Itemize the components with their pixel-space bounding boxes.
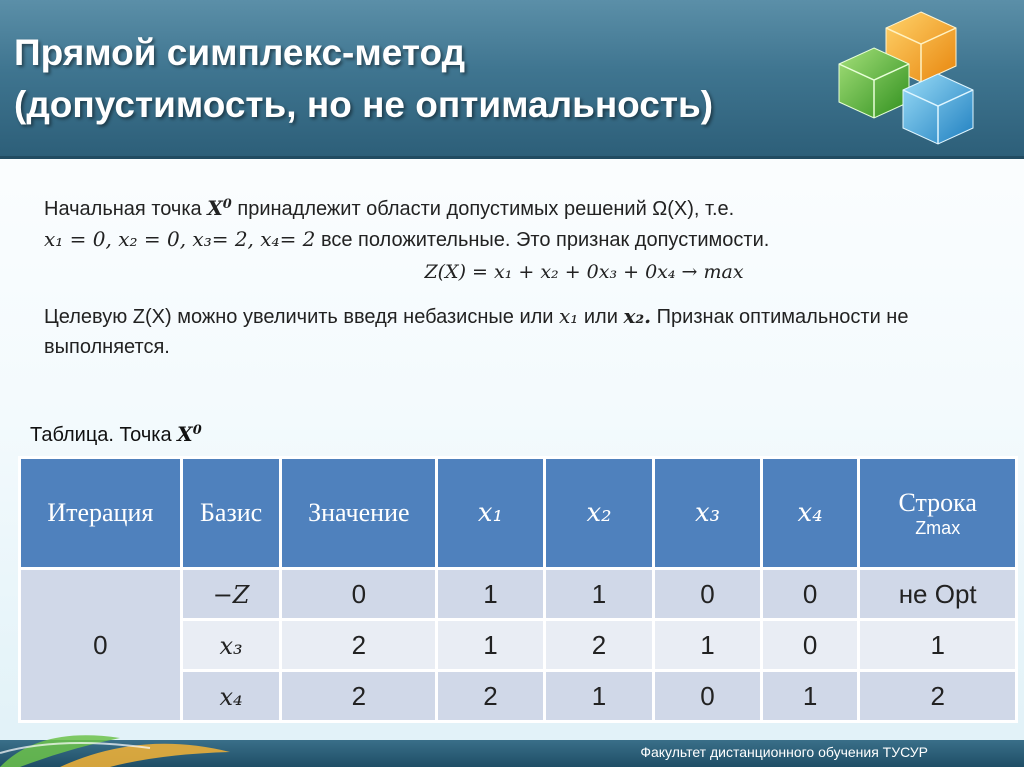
table-caption: Таблица. Точка $X^0$ — [30, 422, 202, 446]
var-x2: x₂. — [623, 304, 652, 329]
var-x1: x₁ — [559, 304, 579, 329]
x2-cell: 2 — [544, 620, 654, 671]
x4-cell: 0 — [761, 569, 859, 620]
simplex-table — [18, 456, 1018, 723]
x1-cell: 1 — [437, 569, 545, 620]
zmax-cell: не Opt — [859, 569, 1017, 620]
value-cell: 0 — [281, 569, 437, 620]
table-row — [20, 569, 1017, 620]
header-zmax: Строка Zmax — [859, 458, 1017, 569]
second-text-2: или — [578, 306, 624, 329]
title-line-2: (допустимость, но не оптимальность) — [14, 84, 714, 125]
header-basis: Базис — [181, 458, 281, 569]
x2-cell: 1 — [544, 671, 654, 722]
x3-cell: 1 — [654, 620, 762, 671]
x4-cell: 0 — [761, 620, 859, 671]
table-header-row — [20, 458, 1017, 569]
x1-cell: 1 — [437, 620, 545, 671]
title-banner — [0, 0, 1024, 159]
value-cell: 2 — [281, 620, 437, 671]
x2-cell: 1 — [544, 569, 654, 620]
basis-cell: x₃ — [181, 620, 281, 671]
intro-text-3: все положительные. Это признак допустимости. — [315, 229, 770, 252]
leaf-decoration — [0, 708, 260, 767]
slide-body — [44, 190, 994, 362]
values-expression: x₁ = 0, x₂ = 0, x₃= 2, x₄= 2 — [44, 227, 316, 252]
header-x1: x₁ — [437, 458, 545, 569]
basis-cell: x₄ — [181, 671, 281, 722]
footer-text: Факультет дистанционного обучения ТУСУР — [640, 744, 928, 760]
header-x4: x₄ — [761, 458, 859, 569]
title-line-1: Прямой симплекс-метод — [14, 32, 466, 73]
zmax-cell: 2 — [859, 671, 1017, 722]
value-cell: 2 — [281, 671, 437, 722]
header-x3: x₃ — [654, 458, 762, 569]
x3-cell: 0 — [654, 569, 762, 620]
hexagon-cubes-logo — [826, 8, 986, 158]
x4-cell: 1 — [761, 671, 859, 722]
point-symbol: $X^0$ — [207, 196, 232, 221]
intro-paragraph — [44, 190, 994, 255]
header-value: Значение — [281, 458, 437, 569]
basis-cell: −Z — [181, 569, 281, 620]
second-text-1: Целевую Z(X) можно увеличить введя небазисные или — [44, 306, 560, 329]
intro-text-1: Начальная точка — [44, 198, 208, 221]
header-x2: x₂ — [544, 458, 654, 569]
intro-text-2: принадлежит области допустимых решений Ω(X), т.е. — [231, 198, 735, 221]
x1-cell: 2 — [437, 671, 545, 722]
header-iteration: Итерация — [20, 458, 182, 569]
objective-formula: Z(X) = x₁ + x₂ + 0x₃ + 0x₄ → max — [424, 261, 744, 284]
x3-cell: 0 — [654, 671, 762, 722]
zmax-cell: 1 — [859, 620, 1017, 671]
slide-title — [14, 27, 713, 131]
second-text-3: Признак оптимальности не выполняется. — [44, 306, 909, 359]
iteration-cell: 0 — [20, 569, 182, 722]
second-paragraph — [44, 301, 994, 362]
